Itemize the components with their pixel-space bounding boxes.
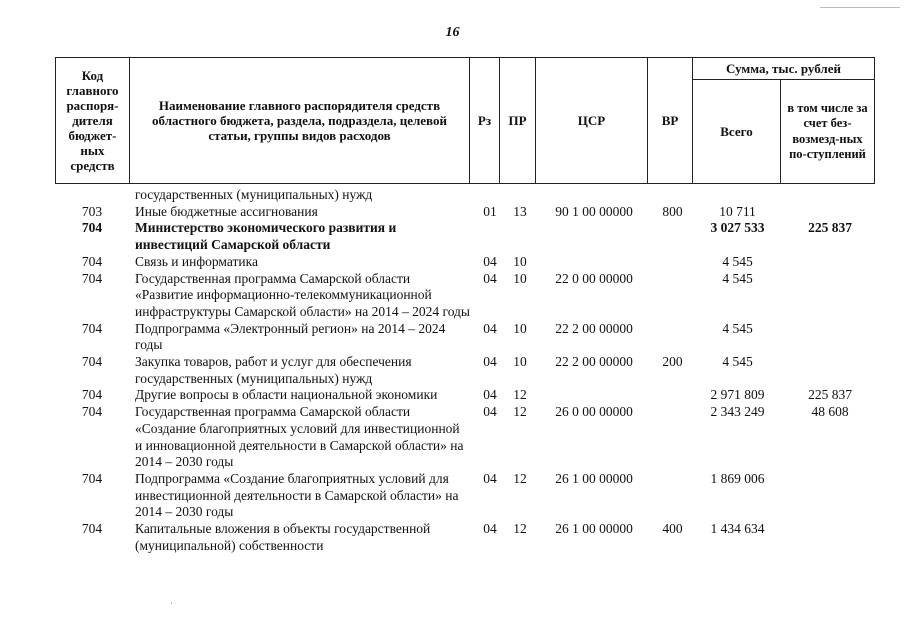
cell-code: 704: [81, 354, 103, 370]
cell-vr: 400: [662, 521, 683, 537]
cell-vr: 200: [662, 354, 683, 370]
header-code: Код главного распоря-дителя бюджет-ных средств: [56, 58, 130, 184]
cell-pr: 13: [513, 203, 527, 219]
header-rz: Рз: [470, 58, 500, 184]
cell-name: Государственная программа Самарской области «Развитие информационно-телекоммуникационной инфраструктуры Самарской области» на 2014 – 2024 годы: [135, 270, 470, 319]
cell-name: Связь и информатика: [135, 253, 258, 269]
cell-name: Министерство экономического развития и инвестиций Самарской области: [135, 220, 397, 253]
cell-total: 1 434 634: [710, 521, 765, 537]
table-row: [55, 404, 882, 471]
table-row: [55, 204, 882, 221]
cell-total: 2 971 809: [710, 387, 765, 403]
cell-code: 704: [81, 220, 103, 236]
cell-csr: 26 1 00 00000: [555, 470, 633, 486]
cell-total: 4 545: [722, 320, 753, 336]
cell-csr: 22 2 00 00000: [555, 320, 633, 336]
scan-speck: ·: [170, 598, 173, 608]
cell-code: 704: [81, 387, 103, 403]
cell-rz: 04: [483, 387, 497, 403]
cell-pr: 12: [513, 521, 527, 537]
cell-incl: 225 837: [808, 220, 852, 236]
cell-rz: 04: [483, 470, 497, 486]
cell-code: 704: [81, 521, 103, 537]
cell-pr: 10: [513, 253, 527, 269]
header-incl: в том числе за счет без-возмезд-ных по-ступлений: [781, 80, 875, 184]
cell-total: 4 545: [722, 253, 753, 269]
cell-total: 10 711: [719, 203, 756, 219]
cell-rz: 04: [483, 320, 497, 336]
cell-rz: 04: [483, 404, 497, 420]
header-vr: ВР: [648, 58, 693, 184]
cell-name: государственных (муниципальных) нужд: [135, 187, 373, 202]
header-name: Наименование главного распорядителя средств областного бюджета, раздела, подраздела, целевой статьи, группы видов расходов: [130, 58, 470, 184]
cell-rz: 04: [483, 253, 497, 269]
cell-name: Подпрограмма «Создание благоприятных условий для инвестиционной деятельности в Самарской области» на 2014 – 2030 годы: [135, 470, 459, 520]
cell-name: Другие вопросы в области национальной экономики: [135, 387, 438, 403]
cell-csr: 22 0 00 00000: [555, 270, 633, 286]
cell-total: 4 545: [722, 270, 753, 286]
page-number: 16: [445, 25, 460, 40]
table-row: [55, 354, 882, 387]
cell-csr: 26 1 00 00000: [555, 521, 633, 537]
table-row: [55, 220, 882, 253]
cell-rz: 04: [483, 521, 497, 537]
cell-code: 704: [81, 270, 103, 286]
cell-pr: 10: [513, 320, 527, 336]
cell-name: Капитальные вложения в объекты государственной (муниципальной) собственности: [135, 521, 431, 553]
table-row: [55, 321, 882, 354]
cell-pr: 10: [513, 354, 527, 370]
cell-total: 3 027 533: [710, 220, 765, 236]
cell-code: 704: [81, 253, 103, 269]
cell-incl: 225 837: [808, 387, 852, 403]
header-pr: ПР: [500, 58, 536, 184]
cell-csr: 26 0 00 00000: [555, 404, 633, 420]
header-csr: ЦСР: [536, 58, 648, 184]
cell-pr: 12: [513, 387, 527, 403]
table-row: [55, 271, 882, 321]
cell-rz: 04: [483, 354, 497, 370]
cell-total: 2 343 249: [710, 404, 765, 420]
cell-pr: 12: [513, 470, 527, 486]
table-row: [55, 187, 882, 204]
cell-rz: 04: [483, 270, 497, 286]
table-body: [55, 187, 882, 554]
cell-code: 703: [81, 203, 103, 219]
cell-rz: 01: [483, 203, 497, 219]
cell-name: Закупка товаров, работ и услуг для обеспечения государственных (муниципальных) нужд: [135, 354, 412, 386]
table-row: [55, 521, 882, 554]
cell-name: Подпрограмма «Электронный регион» на 2014 – 2024 годы: [135, 320, 446, 353]
table-row: [55, 387, 882, 404]
cell-total: 4 545: [722, 354, 753, 370]
cell-code: 704: [81, 404, 103, 420]
cell-vr: 800: [662, 203, 683, 219]
cell-code: 704: [81, 470, 103, 486]
cell-incl: 48 608: [811, 404, 849, 420]
top-rule: [820, 7, 900, 8]
cell-csr: 90 1 00 00000: [555, 203, 633, 219]
table-row: [55, 254, 882, 271]
header-sum: Сумма, тыс. рублей: [693, 58, 875, 80]
cell-pr: 10: [513, 270, 527, 286]
cell-pr: 12: [513, 404, 527, 420]
cell-total: 1 869 006: [710, 470, 765, 486]
cell-csr: 22 2 00 00000: [555, 354, 633, 370]
cell-name: Государственная программа Самарской области «Создание благоприятных условий для инвестиционной и инновационной деятельности в Самарской области» на 2014 – 2030 годы: [135, 404, 464, 470]
table-header: [55, 57, 875, 184]
table-row: [55, 471, 882, 521]
header-total: Всего: [693, 80, 781, 184]
cell-code: 704: [81, 320, 103, 336]
cell-name: Иные бюджетные ассигнования: [135, 203, 318, 219]
